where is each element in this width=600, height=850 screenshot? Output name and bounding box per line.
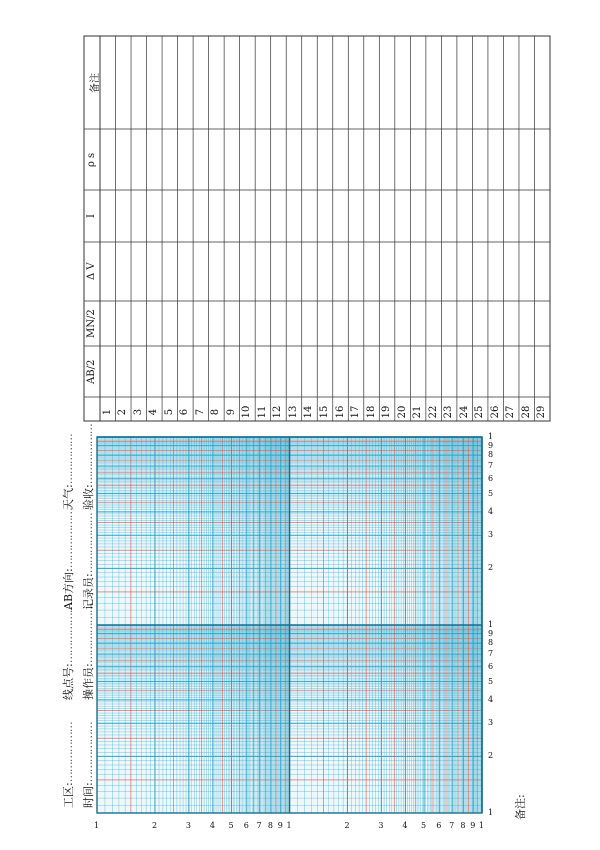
field-blank[interactable]: ……………… — [82, 513, 95, 574]
table-row-number: 27 — [505, 405, 517, 419]
bottom-tick-label: 4 — [402, 821, 408, 830]
field-label: 操作员: — [82, 663, 95, 700]
field-blank[interactable]: ……………… — [62, 722, 75, 783]
table-row-number: 19 — [381, 405, 393, 419]
table-row-number: 2 — [117, 408, 129, 416]
field-label: AB方向: — [62, 568, 75, 610]
table-row-number: 1 — [101, 408, 113, 416]
table-row-number: 13 — [287, 405, 299, 419]
field-label: 时间: — [82, 782, 95, 808]
right-tick-label: 3 — [488, 718, 494, 728]
right-tick-label: 1 — [488, 808, 494, 817]
field-label: 验收: — [82, 484, 95, 510]
bottom-tick-label: 4 — [209, 821, 215, 830]
bottom-tick-label: 9 — [470, 821, 476, 830]
table-row-number: 18 — [365, 405, 377, 419]
table-row-number: 9 — [225, 408, 237, 416]
table-row-number: 15 — [319, 405, 330, 419]
field-blank[interactable]: ……………… — [82, 424, 95, 485]
right-tick-label: 5 — [488, 488, 494, 498]
field-blank[interactable]: ……………… — [62, 603, 75, 664]
right-tick-label: 6 — [488, 473, 494, 483]
right-tick-label: 1 — [488, 432, 494, 441]
table-column-header: 备注 — [90, 72, 101, 93]
table-row-number: 25 — [474, 405, 486, 419]
table-row-number: 16 — [334, 405, 346, 419]
right-tick-label: 4 — [488, 694, 494, 704]
right-tick-label: 5 — [488, 676, 494, 686]
table-row-number: 29 — [536, 405, 548, 419]
bottom-tick-label: 5 — [228, 821, 234, 830]
bottom-tick-label: 3 — [378, 821, 384, 830]
bottom-tick-label: 8 — [460, 821, 466, 830]
field-label: 天气: — [62, 484, 75, 510]
remarks-label: 备注: — [514, 794, 527, 820]
right-tick-label: 4 — [488, 506, 494, 516]
table-row-number: 28 — [520, 405, 532, 419]
bottom-tick-label: 6 — [436, 821, 442, 830]
table-row-number: 14 — [303, 405, 315, 419]
field-blank[interactable]: ……………… — [82, 722, 95, 783]
table-row-number: 7 — [194, 408, 206, 416]
right-tick-label: 8 — [488, 450, 494, 460]
table-row-number: 23 — [443, 405, 455, 419]
table-row-number: 4 — [148, 408, 160, 416]
bottom-tick-label: 1 — [479, 821, 485, 830]
table-row-number: 17 — [350, 405, 362, 419]
table-row-number: 12 — [272, 405, 284, 419]
bottom-tick-label: 1 — [286, 821, 292, 830]
table-row-number: 10 — [241, 405, 253, 419]
field-blank[interactable]: ……………… — [62, 508, 75, 569]
table-row-number: 8 — [210, 408, 222, 416]
table-column-header: I — [86, 214, 97, 218]
table-row-number: 5 — [163, 408, 175, 416]
bottom-tick-label: 6 — [243, 821, 249, 830]
bottom-tick-label: 7 — [449, 821, 455, 830]
table-row-number: 20 — [396, 405, 408, 419]
table-row-number: 3 — [132, 408, 144, 416]
table-row-number: 11 — [256, 405, 268, 419]
table-row-number: 21 — [412, 405, 424, 419]
right-tick-label: 7 — [488, 461, 494, 471]
bottom-tick-label: 5 — [421, 821, 427, 830]
field-blank[interactable]: …………… — [62, 434, 75, 485]
bottom-tick-label: 2 — [151, 821, 158, 830]
right-tick-label: 8 — [488, 638, 494, 648]
right-tick-label: 7 — [488, 649, 494, 659]
right-tick-label: 2 — [488, 751, 494, 761]
table-row-number: 22 — [427, 405, 439, 419]
right-tick-label: 1 — [488, 620, 494, 629]
table-column-header: AB/2 — [86, 359, 97, 384]
table-column-header: Δ V — [86, 262, 97, 281]
table-column-header: ρ s — [86, 152, 97, 167]
table-row-number: 26 — [489, 405, 501, 419]
bottom-tick-label: 8 — [267, 821, 273, 830]
right-tick-label: 6 — [488, 661, 494, 671]
table-row-number: 6 — [179, 408, 191, 416]
right-tick-label: 9 — [488, 440, 494, 450]
bottom-tick-label: 7 — [256, 821, 262, 830]
right-tick-label: 2 — [488, 563, 494, 573]
right-tick-label: 3 — [488, 530, 494, 540]
table-column-header: MN/2 — [86, 309, 97, 338]
bottom-tick-label: 3 — [185, 821, 191, 830]
field-blank[interactable]: ……………… — [82, 603, 95, 664]
table-row-number: 24 — [458, 405, 470, 419]
bottom-tick-label: 9 — [277, 821, 283, 830]
bottom-tick-label: 2 — [344, 821, 350, 830]
field-label: 工区: — [62, 782, 75, 808]
bottom-tick-label: 1 — [94, 821, 100, 830]
field-label: 线点号: — [62, 663, 75, 700]
field-label: 记录员: — [82, 573, 95, 610]
right-tick-label: 9 — [488, 628, 494, 638]
